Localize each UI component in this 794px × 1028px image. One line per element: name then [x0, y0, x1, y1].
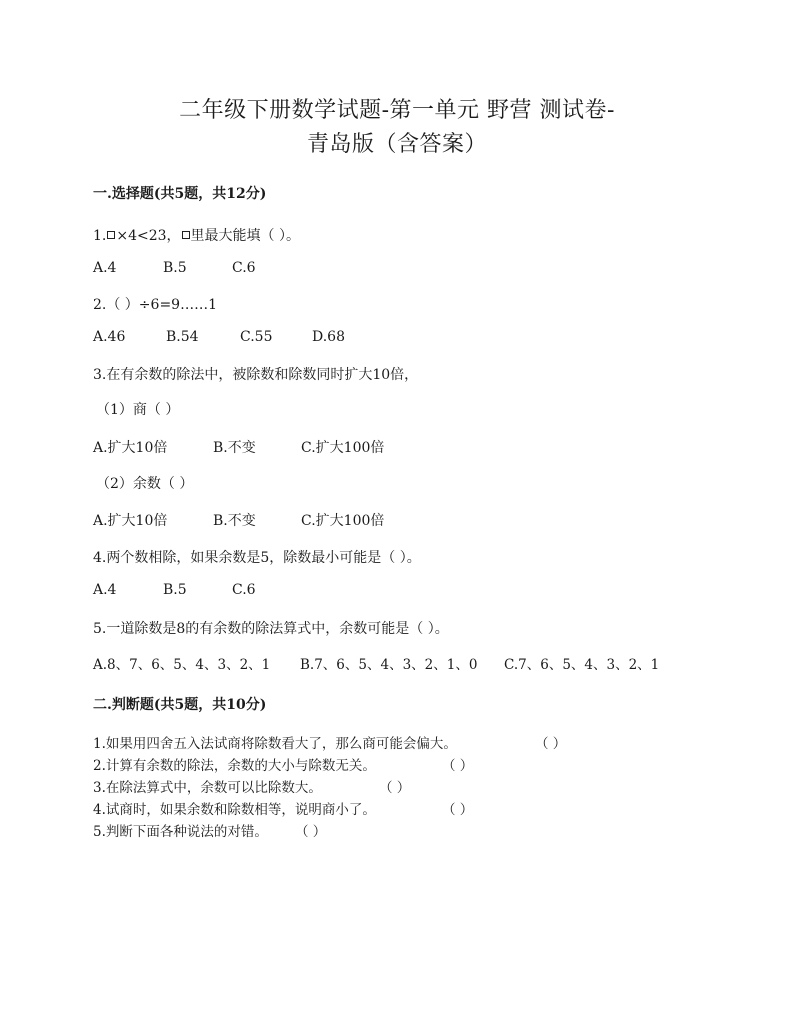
option-b[interactable]: B.5 — [163, 260, 187, 276]
option-b[interactable]: B.54 — [166, 329, 199, 345]
question-1-prefix: 1. — [93, 228, 107, 244]
question-3-sub-2: （2）余数（ ） — [96, 476, 194, 492]
question-3-sub-1: （1）商（ ） — [96, 402, 180, 418]
question-2: 2.（ ）÷6=9……1 — [93, 297, 217, 313]
tf-item-1 — [93, 734, 567, 754]
option-d[interactable]: D.68 — [312, 329, 345, 345]
section-heading-true-false: 二.判断题(共5题，共10分) — [93, 697, 267, 713]
answer-blank[interactable]: （ ） — [442, 758, 474, 774]
answer-blank[interactable]: （ ） — [295, 824, 327, 840]
tf-item-5 — [93, 822, 327, 842]
option-a[interactable]: A.46 — [93, 329, 126, 345]
option-c[interactable]: C.扩大100倍 — [301, 513, 385, 529]
option-b[interactable]: B.7、6、5、4、3、2、1、0 — [300, 657, 478, 673]
option-b[interactable]: B.不变 — [213, 440, 256, 456]
option-a[interactable]: A.8、7、6、5、4、3、2、1 — [93, 657, 271, 673]
empty-square-icon — [107, 231, 115, 239]
answer-blank[interactable]: （ ） — [379, 780, 411, 796]
question-4: 4.两个数相除，如果余数是5，除数最小可能是（ ）。 — [93, 550, 421, 566]
option-c[interactable]: C.55 — [240, 329, 273, 345]
question-1-middle: ×4<23， — [116, 228, 181, 244]
question-1 — [93, 225, 300, 245]
option-a[interactable]: A.扩大10倍 — [93, 440, 168, 456]
tf-item-3 — [93, 778, 411, 798]
option-b[interactable]: B.5 — [163, 582, 187, 598]
answer-blank[interactable]: （ ） — [442, 802, 474, 818]
answer-blank[interactable]: （ ） — [535, 736, 567, 752]
tf-item-text: 3.在除法算式中，余数可以比除数大。 — [93, 780, 322, 796]
tf-item-text: 2.计算有余数的除法，余数的大小与除数无关。 — [93, 758, 376, 774]
question-5: 5.一道除数是8的有余数的除法算式中，余数可能是（ ）。 — [93, 621, 449, 637]
empty-square-icon — [182, 231, 190, 239]
option-c[interactable]: C.7、6、5、4、3、2、1 — [504, 657, 660, 673]
option-c[interactable]: C.6 — [232, 582, 256, 598]
option-c[interactable]: C.6 — [232, 260, 256, 276]
question-3: 3.在有余数的除法中，被除数和除数同时扩大10倍， — [93, 367, 419, 383]
option-a[interactable]: A.4 — [93, 582, 117, 598]
page-title-line1: 二年级下册数学试题-第一单元 野营 测试卷- — [179, 98, 615, 123]
tf-item-text: 1.如果用四舍五入法试商将除数看大了，那么商可能会偏大。 — [93, 736, 457, 752]
tf-item-text: 5.判断下面各种说法的对错。 — [93, 824, 268, 840]
option-a[interactable]: A.扩大10倍 — [93, 513, 168, 529]
page-title-line2: 青岛版（含答案） — [306, 132, 487, 157]
tf-item-4 — [93, 800, 474, 820]
question-1-suffix: 里最大能填（ ）。 — [190, 228, 300, 244]
option-a[interactable]: A.4 — [93, 260, 117, 276]
option-b[interactable]: B.不变 — [213, 513, 256, 529]
tf-item-text: 4.试商时，如果余数和除数相等，说明商小了。 — [93, 802, 376, 818]
section-heading-choice: 一.选择题(共5题，共12分) — [93, 186, 267, 202]
option-c[interactable]: C.扩大100倍 — [301, 440, 385, 456]
tf-item-2 — [93, 756, 474, 776]
